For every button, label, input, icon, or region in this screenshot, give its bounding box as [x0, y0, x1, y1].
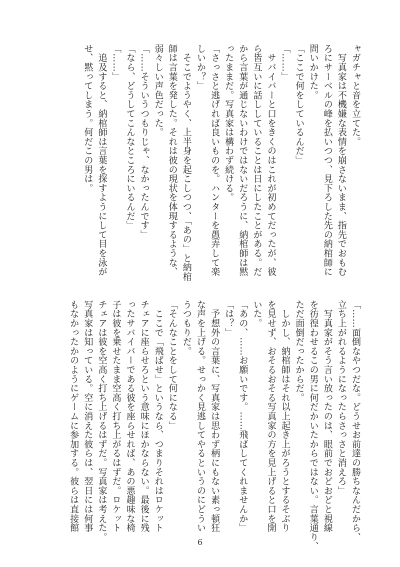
lower-text-block: 「……面倒なやつだな。どうせお前達の勝ちなんだから、 立ち上がれるようになったらさっさと消えろ」 写真家がそう言い放ったのは、眼前でおどおどと視線 を彷徨わせるこの男に何だかいたからではない。言葉通り、 ただ面倒だったからだ。 しかし、納棺師はそれ以上起き上がろうとするそぶり を見せず、おそるおそる写真家の方を見上げると口を開 いた。 「あの、……お願いです。……飛ばしてくれませんか」 「は？」 予想外の言葉に、写真家は思わず柄にもない素っ頓狂 な声を上げる。せっかく見逃してやるというのにどうい うつもりだ。 「そんなことをして何になる」 ここで「飛ばせ」というなら、つまりそれはロケット チェアに座らせろという意味にほかならない。最後に残 ったサバイバーである彼を座らせれば、あの悪趣味な椅 子は彼を乗せたまま空高く打ち上がるはずだ。ロケット チェアは彼を空高く打ち上げるはずだ。写真家は考えた。 写真家は知っている。空に消えた彼らは、翌日には何事 もなかったかのようにゲームに参加する。彼らは直接館 [68, 300, 360, 552]
page-number: 6 [197, 538, 203, 547]
upper-text-block: ャガチャと音を立てた。 写真家は不機嫌な表情を崩さないまま、指先でおもむ ろにサーベルの峰を払いつつ、見下ろした先の納棺師に 問いかけた。 「ここで何をしているんだ」 「……」 サバイバーと口をきくのはこれが初めてだったが、彼 ら皆互いに話ししていることは日にしたことがある。だ から言葉が通じないわけではないだろうに、納棺師は黙 ったままだ。写真家は構わず続ける。 「さっさと逃げれば良いものを。ハンターを愚弄して楽 しいか？」 そこでようやく、上半身を起こしつつ、「あの」と納棺 師は言葉を発した。それは彼の現状を体現するような、 弱々しい声色だった。 「……そういうつもりじゃ、なかったんです」 「なら、どうしてこんなところにいるんだ」 「……」 追及すると、納棺師は言葉を探すようにして目を泳が せ、黙ってしまう。何だこの男は。 [82, 44, 360, 282]
